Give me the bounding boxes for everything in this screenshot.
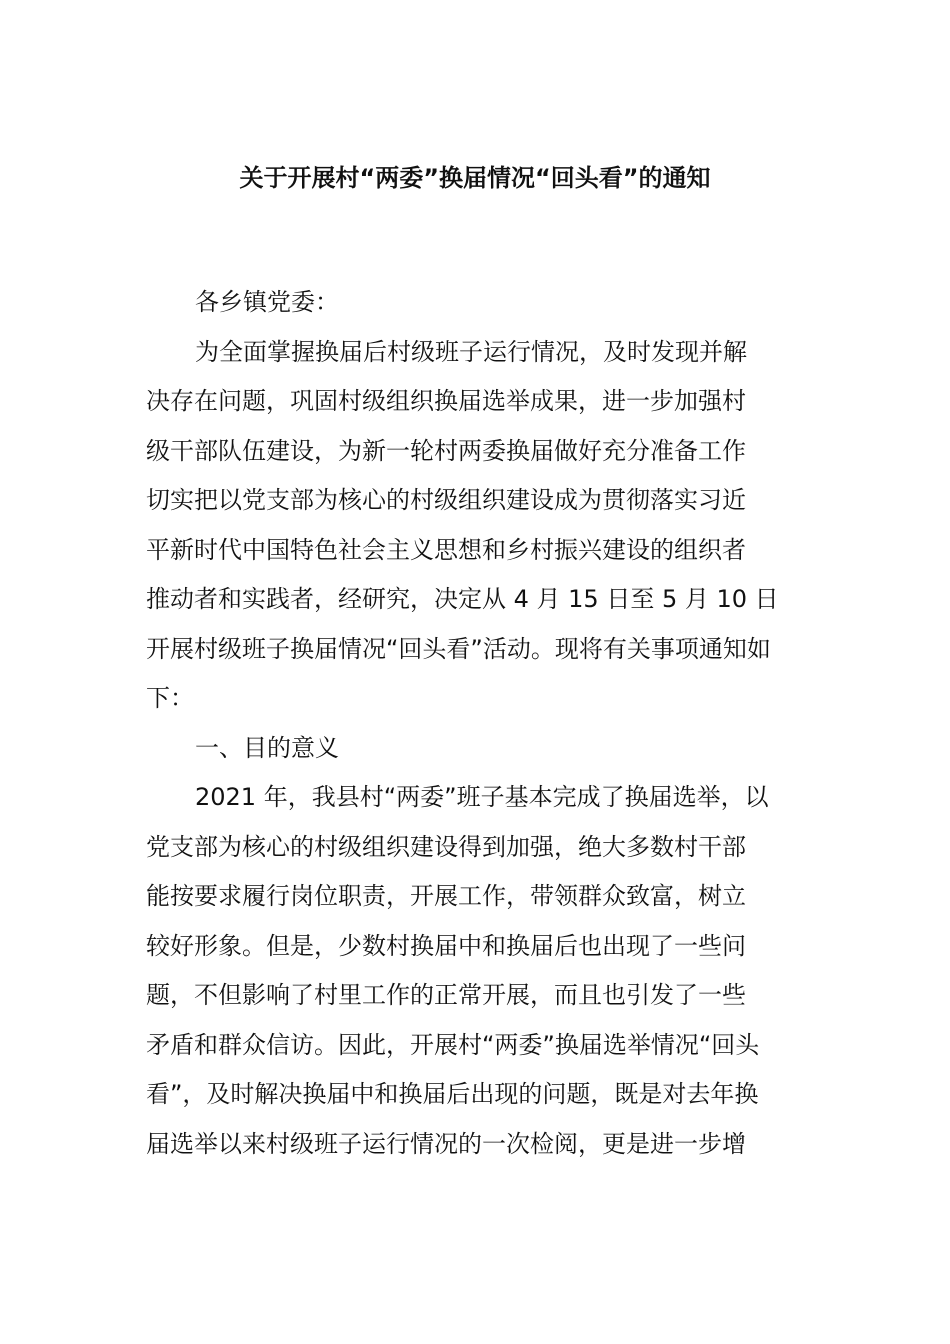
paragraph-2-line: 能按要求履行岗位职责，开展工作，带领群众致富，树立 [146, 882, 746, 910]
paragraph-1-line: 决存在问题，巩固村级组织换届选举成果，进一步加强村 [146, 387, 746, 415]
paragraph-2-line: 题，不但影响了村里工作的正常开展，而且也引发了一些 [146, 981, 746, 1009]
paragraph-1-line: 推动者和实践者，经研究，决定从 4 月 15 日至 5 月 10 日 [146, 585, 779, 613]
paragraph-2-line: 2021 年，我县村“两委”班子基本完成了换届选举，以 [195, 783, 769, 811]
paragraph-1-line: 下： [146, 684, 194, 712]
paragraph-2-line: 党支部为核心的村级组织建设得到加强，绝大多数村干部 [146, 832, 746, 861]
paragraph-1-line: 级干部队伍建设，为新一轮村两委换届做好充分准备工作 [146, 436, 746, 465]
paragraph-2-line: 看”，及时解决换届中和换届后出现的问题，既是对去年换 [146, 1080, 759, 1108]
paragraph-2-line: 较好形象。但是，少数村换届中和换届后也出现了一些问 [146, 931, 746, 960]
paragraph-1-line: 平新时代中国特色社会主义思想和乡村振兴建设的组织者 [146, 535, 746, 564]
document-body [146, 278, 808, 1169]
paragraph-2-line: 届选举以来村级班子运行情况的一次检阅，更是进一步增 [146, 1129, 746, 1158]
paragraph-1-line: 切实把以党支部为核心的村级组织建设成为贯彻落实习近 [146, 486, 746, 514]
paragraph-1-line: 为全面掌握换届后村级班子运行情况，及时发现并解 [195, 337, 747, 366]
document-title: 关于开展村“两委”换届情况“回头看”的通知 [239, 164, 711, 192]
paragraph-2-line: 矛盾和群众信访。因此，开展村“两委”换届选举情况“回头 [146, 1030, 760, 1059]
section-1-heading: 一、目的意义 [195, 733, 339, 762]
paragraph-1-line: 开展村级班子换届情况“回头看”活动。现将有关事项通知如 [146, 634, 771, 663]
salutation: 各乡镇党委： [195, 288, 339, 316]
